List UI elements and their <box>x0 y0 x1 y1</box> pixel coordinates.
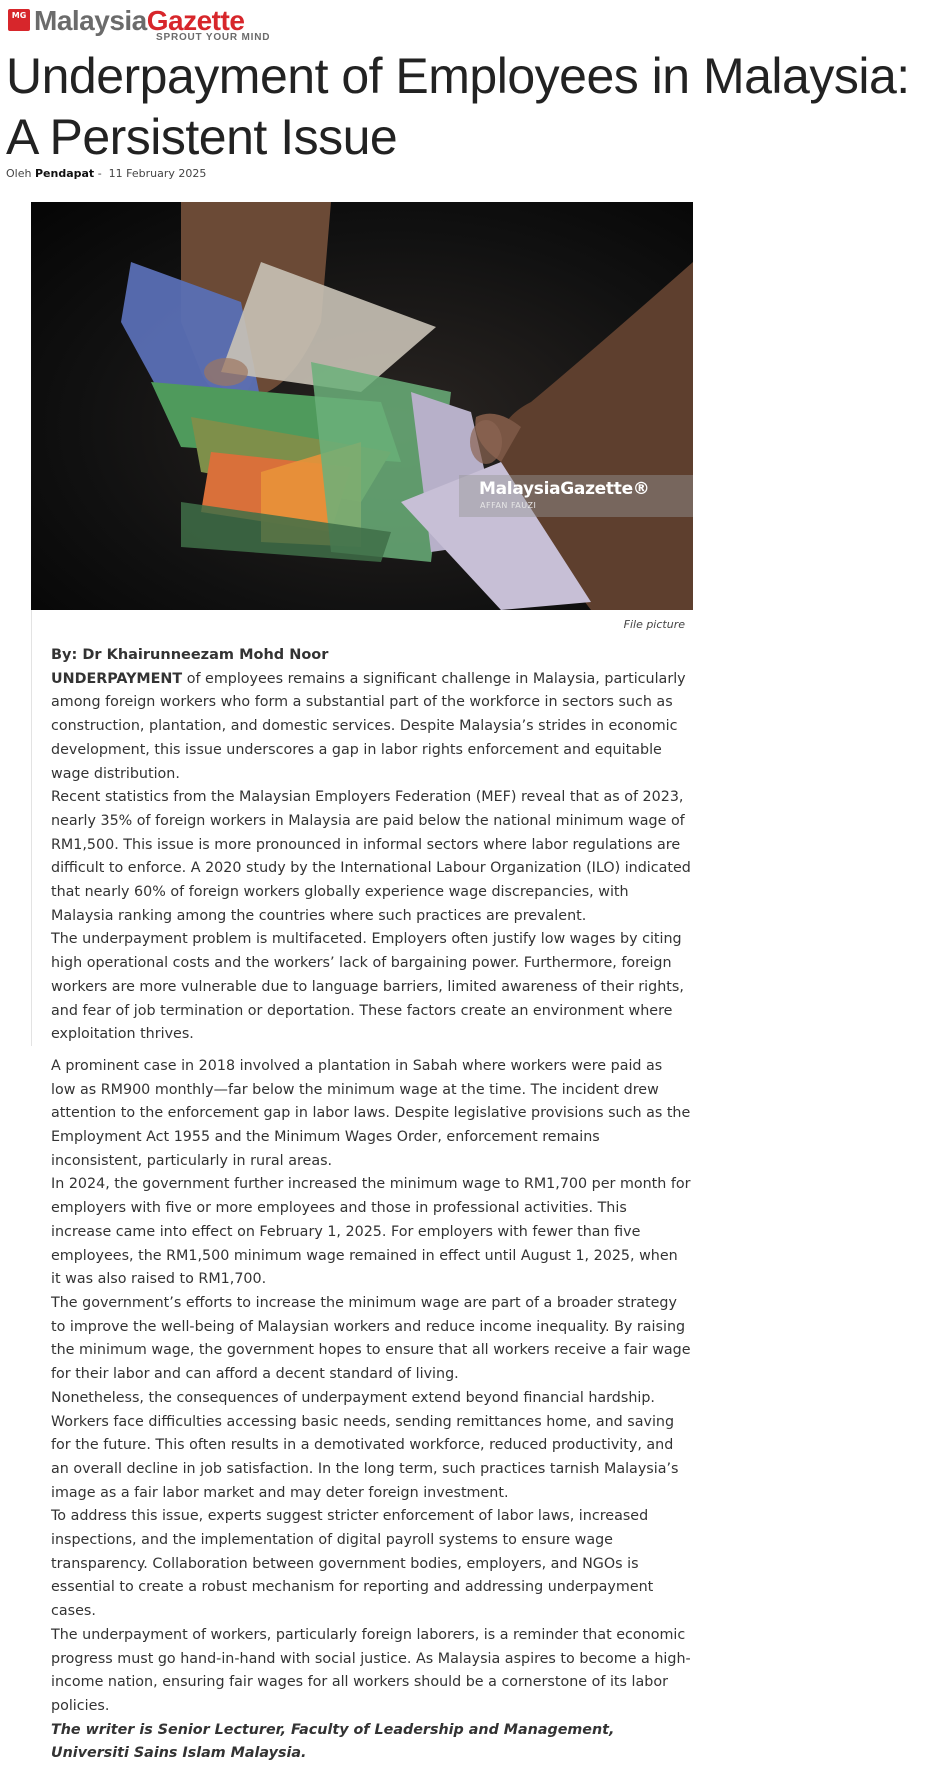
image-caption: File picture <box>623 618 685 631</box>
photo-credit: AFFAN FAUZI <box>480 501 537 510</box>
author-link[interactable]: Pendapat <box>34 167 95 180</box>
byline-prefix: Oleh <box>6 167 32 180</box>
paragraph-3: The underpayment problem is multifaceted. Employers often justify low wages by citing high operational costs and the workers’ lack of bargaining power. Furthermore, foreign workers are more vulnerable due to language barriers, limited awareness of their rights, and fear of job termination or deportation. These factors create an environment where exploitation thrives. <box>51 931 684 1043</box>
paragraph-6: The government’s efforts to increase the minimum wage are part of a broader strategy to improve the well-being of Malaysian workers and reduce income inequality. By raising the minimum wage, the government hopes to ensure that all workers receive a fair wage for their labor and can afford a decent standard of living. <box>51 1294 691 1383</box>
logo-word-malaysia: Malaysia <box>34 5 147 36</box>
figure-divider <box>31 610 32 1046</box>
article-body <box>51 644 691 1766</box>
banknotes-illustration <box>31 202 693 610</box>
paragraph-4: A prominent case in 2018 involved a plantation in Sabah where workers were paid as low as RM900 monthly—far below the minimum wage at the time. The incident drew attention to the enforcement gap in labor laws. Despite legislative provisions such as the Employment Act 1955 and the Minimum Wages Order, enforcement remains inconsistent, particularly in rural areas. <box>51 1057 691 1169</box>
site-logo[interactable] <box>8 4 288 44</box>
article-byline <box>6 167 206 180</box>
article-author-line: By: Dr Khairunneezam Mohd Noor <box>51 647 329 663</box>
logo-tagline: SPROUT YOUR MIND <box>156 32 271 43</box>
logo-word-gazette: Gazette <box>146 5 245 36</box>
logo-mark: MG <box>8 9 30 31</box>
paragraph-1 <box>51 668 691 787</box>
paragraph-7: Nonetheless, the consequences of underpayment extend beyond financial hardship. Workers face difficulties accessing basic needs, sending remittances home, and saving for the future. This often results in a demotivated workforce, reduced productivity, and an overall decline in job satisfaction. In the long term, such practices tarnish Malaysia’s image as a fair labor market and may deter foreign investment. <box>51 1389 679 1501</box>
paragraph-1-text: of employees remains a significant challenge in Malaysia, particularly among foreign workers who form a substantial part of the workforce in sectors such as construction, plantation, and domestic services. Despite Malaysia’s strides in economic development, this issue underscores a gap in labor rights enforcement and equitable wage distribution. <box>51 670 686 782</box>
paragraph-9: The underpayment of workers, particularly foreign laborers, is a reminder that economic progress must go hand-in-hand with social justice. As Malaysia aspires to become a high-income nation, ensuring fair wages for all workers should be a cornerstone of its labor policies. <box>51 1626 691 1714</box>
byline-separator: - <box>97 167 102 180</box>
paragraph-2: Recent statistics from the Malaysian Employers Federation (MEF) reveal that as of 2023, nearly 35% of foreign workers in Malaysia are paid below the national minimum wage of RM1,500. This issue is more pronounced in informal sectors where labor regulations are difficult to enforce. A 2020 study by the International Labour Organization (ILO) indicated that nearly 60% of foreign workers globally experience wage discrepancies, with Malaysia ranking among the countries where such practices are prevalent. <box>51 789 691 924</box>
featured-image <box>31 202 693 610</box>
paragraph-5: In 2024, the government further increased the minimum wage to RM1,700 per month for employers with five or more employees and those in professional activities. This increase came into effect on February 1, 2025. For employers with fewer than five employees, the RM1,500 minimum wage remained in effect until August 1, 2025, when it was also raised to RM1,700. <box>51 1176 691 1288</box>
publish-date: 11 February 2025 <box>108 167 207 180</box>
author-bio: The writer is Senior Lecturer, Faculty of Leadership and Management, Universiti Sains Islam Malaysia. <box>51 1721 615 1762</box>
article-title: Underpayment of Employees in Malaysia: A Persistent Issue <box>6 48 910 165</box>
image-watermark <box>459 475 693 517</box>
watermark-name: MalaysiaGazette® <box>479 479 650 499</box>
lead-word: UNDERPAYMENT <box>51 670 183 687</box>
paragraph-8: To address this issue, experts suggest stricter enforcement of labor laws, increased inspections, and the implementation of digital payroll systems to ensure wage transparency. Collaboration between government bodies, employers, and NGOs is essential to create a robust mechanism for reporting and addressing underpayment cases. <box>51 1508 654 1620</box>
